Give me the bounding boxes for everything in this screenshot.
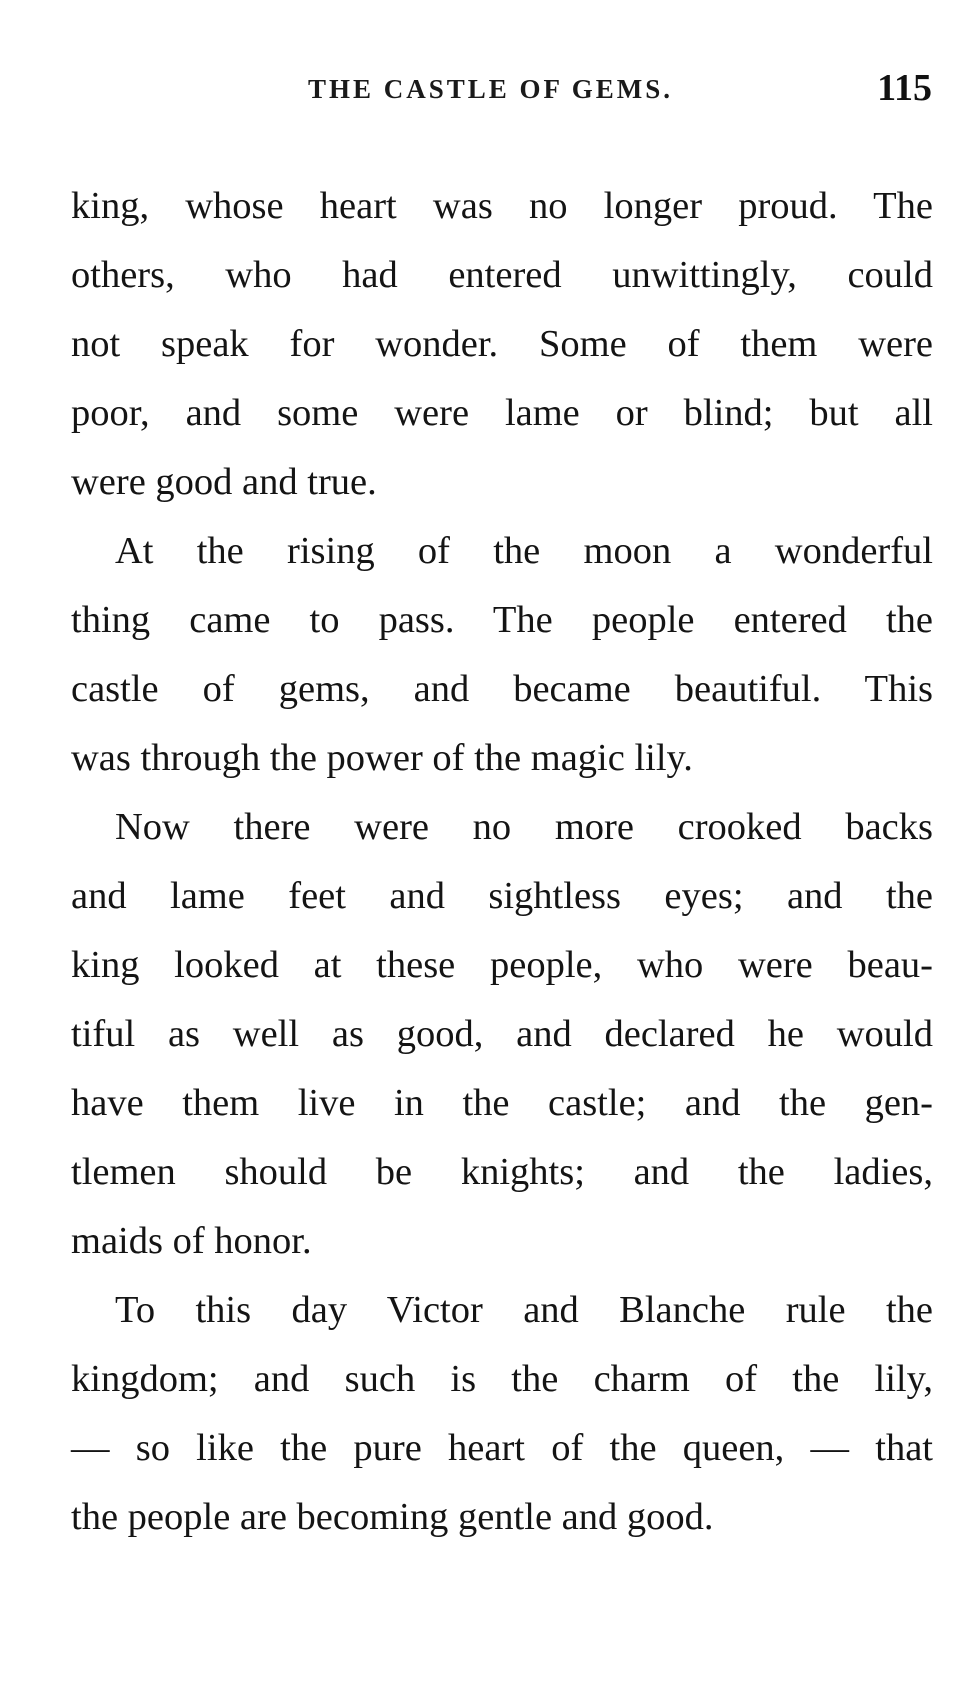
text-line: king, whose heart was no longer proud. The bbox=[71, 185, 933, 227]
text-line: poor, and some were lame or blind; but all bbox=[71, 392, 933, 434]
text-line: tiful as well as good, and declared he would bbox=[71, 1013, 933, 1055]
text-line: maids of honor. bbox=[71, 1220, 312, 1262]
paragraph bbox=[71, 517, 933, 793]
body-text bbox=[71, 172, 933, 1552]
paragraph bbox=[71, 1276, 933, 1552]
paragraph bbox=[71, 172, 933, 517]
page-number: 115 bbox=[877, 67, 932, 109]
text-line: kingdom; and such is the charm of the lily, bbox=[71, 1358, 933, 1400]
text-line: — so like the pure heart of the queen, — that bbox=[71, 1427, 933, 1469]
text-line: and lame feet and sightless eyes; and the bbox=[71, 875, 933, 917]
text-line: king looked at these people, who were beau- bbox=[71, 944, 933, 986]
text-line: At the rising of the moon a wonderful bbox=[115, 530, 933, 572]
text-line: others, who had entered unwittingly, could bbox=[71, 254, 933, 296]
text-line: Now there were no more crooked backs bbox=[115, 806, 933, 848]
page-header bbox=[72, 66, 932, 126]
text-line: tlemen should be knights; and the ladies, bbox=[71, 1151, 933, 1193]
text-line: To this day Victor and Blanche rule the bbox=[115, 1289, 933, 1331]
text-line: the people are becoming gentle and good. bbox=[71, 1496, 714, 1538]
text-line: have them live in the castle; and the gen- bbox=[71, 1082, 933, 1124]
text-line: thing came to pass. The people entered the bbox=[71, 599, 933, 641]
text-line: was through the power of the magic lily. bbox=[71, 737, 693, 779]
running-title: THE CASTLE OF GEMS. bbox=[308, 74, 674, 104]
text-line: castle of gems, and became beautiful. This bbox=[71, 668, 933, 710]
text-line: were good and true. bbox=[71, 461, 377, 503]
text-line: not speak for wonder. Some of them were bbox=[71, 323, 933, 365]
paragraph bbox=[71, 793, 933, 1276]
